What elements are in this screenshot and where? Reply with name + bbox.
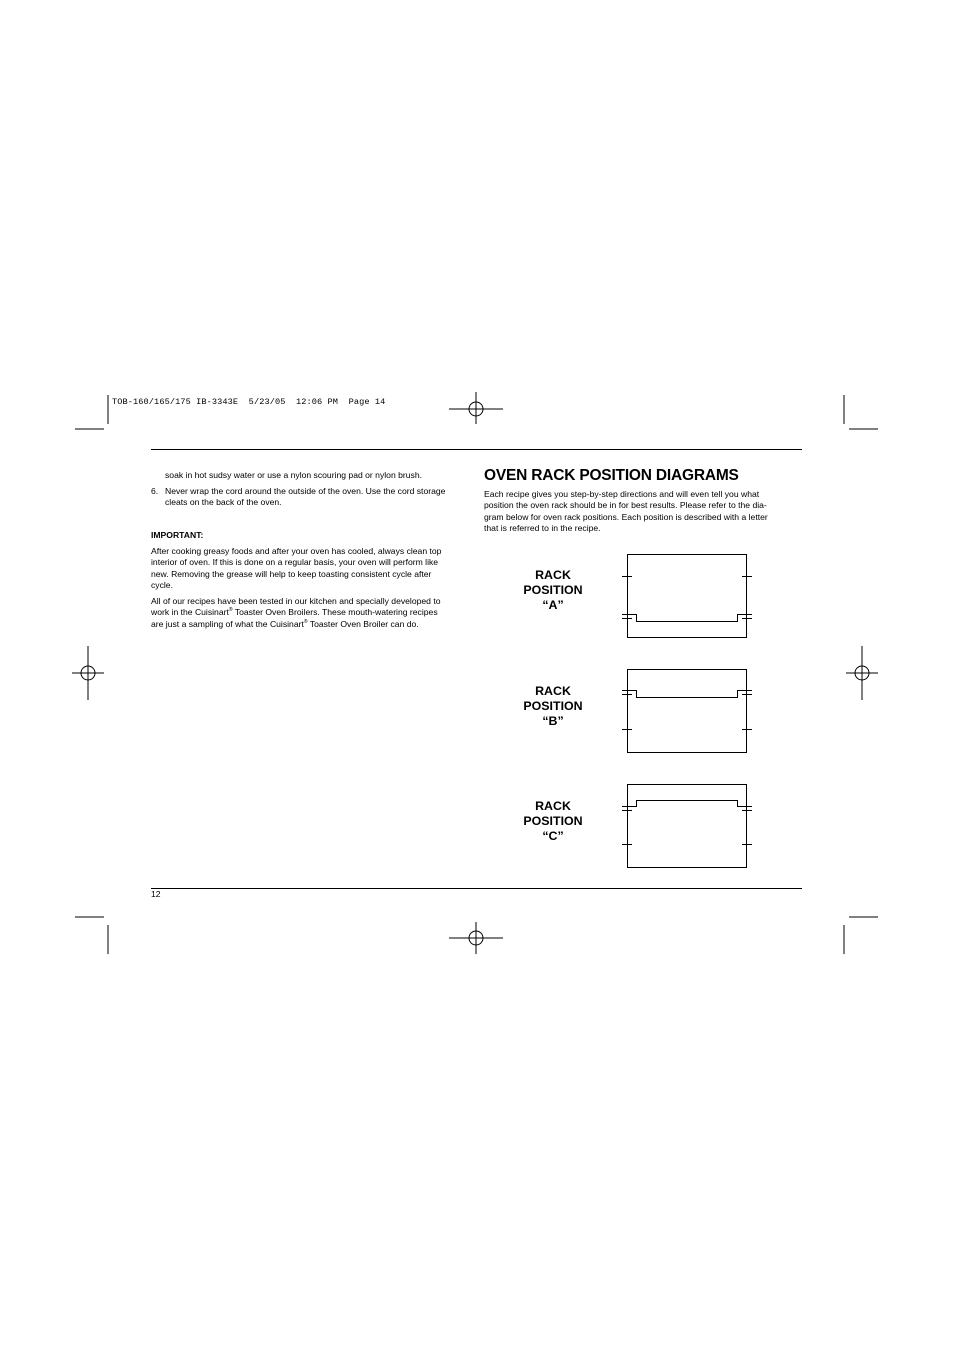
rack-label-letter: “C” [542,829,564,843]
rack-label-line: POSITION [523,814,583,828]
list-item-text [165,486,470,509]
page-number: 12 [151,889,161,899]
rack-label-a [503,568,603,613]
recipes-paragraph [151,596,469,630]
rack-label-line: RACK [535,799,571,813]
rack-label-line: POSITION [523,583,583,597]
rack-label-line: RACK [535,568,571,582]
important-label: IMPORTANT: [151,530,204,540]
registered-mark: ® [228,607,233,614]
text-line: new. Removing the grease will help to keep toasting consistent cycle after [151,568,432,579]
rack-label-b [503,684,603,729]
list-number: 6. [151,486,159,496]
rack-label-letter: “A” [542,598,564,612]
text-line [151,607,469,618]
text-line: After cooking greasy foods and after your oven has cooled, always clean top [151,546,442,556]
continued-line: soak in hot sudsy water or use a nylon scouring pad or nylon brush. [165,470,423,480]
rack-label-line: POSITION [523,699,583,713]
section-heading: OVEN RACK POSITION DIAGRAMS [484,467,739,484]
footer-rule [151,888,802,889]
text-line: interior of oven. If this is done on a regular basis, your oven will perform like [151,557,439,568]
text-fragment: Toaster Oven Broiler can do. [307,618,419,629]
text-line: cleats on the back of the oven. [165,497,282,508]
rack-label-c [503,799,603,844]
text-fragment: work in the Cuisinart [151,607,229,618]
rack-label-line: RACK [535,684,571,698]
rack-label-letter: “B” [542,714,564,728]
text-line: position the oven rack should be in for best results. Please refer to the dia- [484,500,767,511]
cleaning-paragraph [151,546,469,592]
rack-diagram-a [620,552,756,642]
text-line: Never wrap the cord around the outside of the oven. Use the cord storage [165,486,446,496]
text-line: that is referred to in the recipe. [484,523,601,534]
continued-text [165,470,470,481]
intro-paragraph [484,489,794,535]
text-line: All of our recipes have been tested in our kitchen and specially developed to [151,596,441,606]
rack-diagram-c [620,782,756,872]
rack-diagram-b [620,667,756,757]
text-fragment: Toaster Oven Broilers. These mouth-watering recipes [232,607,438,618]
text-fragment: are just a sampling of what the Cuisinart [151,618,304,629]
print-slug: TOB-160/165/175 IB-3343E 5/23/05 12:06 PM Page 14 [112,397,386,407]
text-line: cycle. [151,580,173,591]
text-line [151,619,469,630]
registered-mark: ® [303,618,308,625]
header-rule [151,449,802,450]
text-line: Each recipe gives you step-by-step directions and will even tell you what [484,489,760,499]
text-line: gram below for oven rack positions. Each position is described with a letter [484,511,768,522]
